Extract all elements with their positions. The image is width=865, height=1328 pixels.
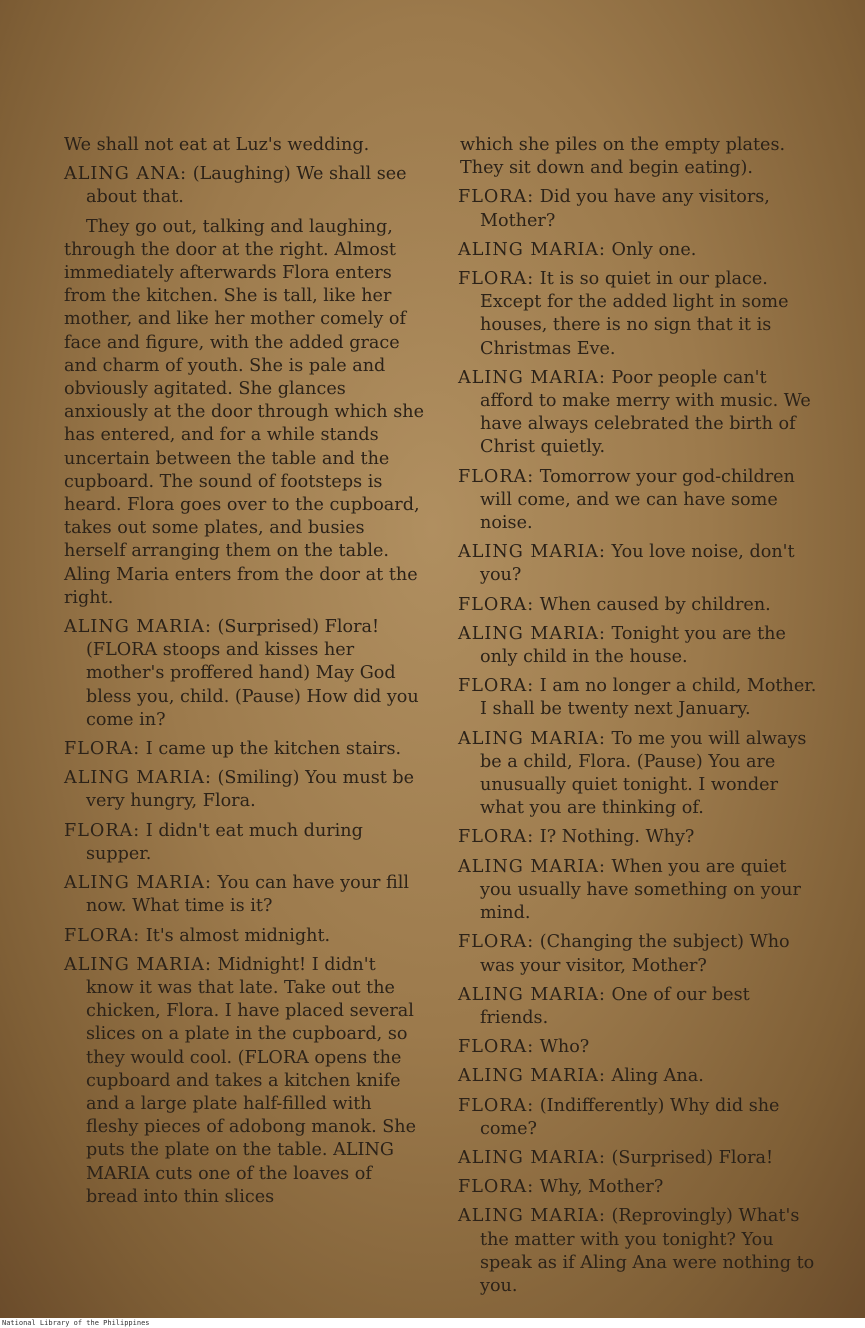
library-footer: National Library of the Philippines bbox=[0, 1318, 865, 1328]
paragraph bbox=[444, 239, 822, 262]
paragraph-text: Who was your visitor, Mother? bbox=[480, 932, 790, 976]
paragraph bbox=[48, 616, 428, 732]
speaker-label: ALING MARIA: bbox=[458, 856, 606, 877]
paragraph bbox=[48, 954, 428, 1209]
paragraph-text: I am no longer a child, Mother. I shall be twenty next January. bbox=[480, 676, 817, 720]
speaker-label: ALING MARIA: bbox=[458, 623, 606, 644]
paragraph-text: It's almost midnight. bbox=[145, 925, 331, 946]
paragraph bbox=[444, 466, 822, 536]
paragraph bbox=[48, 163, 428, 209]
speaker-label: FLORA: bbox=[458, 676, 535, 697]
stage-direction: (Surprised) bbox=[217, 617, 320, 638]
paragraph bbox=[444, 268, 822, 361]
speaker-label: FLORA: bbox=[458, 269, 535, 290]
speaker-label: ALING MARIA: bbox=[64, 873, 212, 894]
speaker-label: ALING MARIA: bbox=[458, 1206, 606, 1227]
speaker-label: ALING MARIA: bbox=[458, 239, 606, 260]
stage-direction: (Indifferently) bbox=[539, 1095, 665, 1116]
speaker-label: FLORA: bbox=[458, 594, 535, 615]
paragraph bbox=[444, 984, 822, 1030]
paragraph-text: When caused by children. bbox=[539, 594, 771, 615]
speaker-label: ALING MARIA: bbox=[64, 954, 212, 975]
speaker-label: ALING MARIA: bbox=[458, 984, 606, 1005]
stage-direction: (Surprised) bbox=[611, 1147, 714, 1168]
paragraph bbox=[48, 738, 428, 761]
speaker-label: FLORA: bbox=[458, 1177, 535, 1198]
speaker-label: FLORA: bbox=[458, 827, 535, 848]
paragraph bbox=[444, 826, 822, 849]
paragraph bbox=[48, 925, 428, 948]
paragraph bbox=[444, 856, 822, 926]
speaker-label: ALING ANA: bbox=[64, 164, 188, 185]
paragraph-text: Why, Mother? bbox=[539, 1177, 664, 1198]
paragraph-text: Why did she come? bbox=[480, 1095, 780, 1139]
speaker-label: FLORA: bbox=[458, 1095, 535, 1116]
stage-direction: (Changing the subject) bbox=[539, 932, 745, 953]
paragraph bbox=[444, 931, 822, 977]
paragraph bbox=[48, 872, 428, 918]
paragraph bbox=[48, 767, 428, 813]
speaker-label: FLORA: bbox=[458, 1037, 535, 1058]
paragraph-text: To me you will always be a child, Flora. (Pause) You are unusually quiet tonight. I wonder what you are thinking of. bbox=[480, 728, 807, 819]
paragraph bbox=[444, 1205, 822, 1298]
paragraph-text: Did you have any visitors, Mother? bbox=[480, 187, 770, 231]
paragraph-text: Poor people can't afford to make merry with music. We have always celebrated the birth of Christ quietly. bbox=[480, 367, 811, 458]
speaker-label: FLORA: bbox=[458, 932, 535, 953]
paragraph bbox=[444, 675, 822, 721]
speaker-label: FLORA: bbox=[458, 187, 535, 208]
paragraph-text: Aling Ana. bbox=[611, 1066, 704, 1087]
paragraph-text: I? Nothing. Why? bbox=[539, 827, 695, 848]
speaker-label: FLORA: bbox=[64, 925, 141, 946]
paragraph-text: Only one. bbox=[611, 239, 697, 260]
paragraph-text: You must be very hungry, Flora. bbox=[86, 768, 415, 812]
paragraph bbox=[48, 216, 428, 610]
paragraph-text: It is so quiet in our place. Except for the added light in some houses, there is no sign that it is Christmas Eve. bbox=[480, 269, 789, 359]
paragraph bbox=[444, 1176, 822, 1199]
paragraph bbox=[444, 134, 822, 180]
paragraph-text: You love noise, don't you? bbox=[480, 542, 795, 586]
speaker-label: ALING MARIA: bbox=[458, 728, 606, 749]
speaker-label: FLORA: bbox=[458, 466, 535, 487]
paragraph bbox=[48, 820, 428, 866]
paragraph bbox=[444, 1095, 822, 1141]
left-column bbox=[48, 134, 428, 1215]
stage-direction: (Laughing) bbox=[192, 164, 291, 185]
speaker-label: ALING MARIA: bbox=[458, 367, 606, 388]
paragraph-text: Midnight! I didn't know it was that late. Take out the chicken, Flora. I have placed several slices on a plate in the cupboard, so they would cool. (FLORA opens the cupboard and takes a kitchen knife and a large plate half-filled with fleshy pieces of adobong manok. She puts the plate on the table. ALING MARIA cuts one of the loaves of bread into thin slices bbox=[86, 954, 417, 1207]
paragraph bbox=[444, 594, 822, 617]
stage-direction: (Reprovingly) bbox=[611, 1206, 733, 1227]
paragraph bbox=[444, 728, 822, 821]
paragraph-text: Tomorrow your god-children will come, and we can have some noise. bbox=[480, 466, 795, 534]
paragraph-text: Flora! bbox=[718, 1147, 774, 1168]
paragraph-text: One of our best friends. bbox=[480, 984, 750, 1028]
paragraph-text: We shall not eat at Luz's wedding. bbox=[64, 135, 370, 155]
paragraph-text: What's the matter with you tonight? You speak as if Aling Ana were nothing to you. bbox=[480, 1206, 815, 1296]
paragraph-text: I came up the kitchen stairs. bbox=[145, 739, 402, 760]
speaker-label: FLORA: bbox=[64, 739, 141, 760]
paragraph-text: You can have your fill now. What time is it? bbox=[86, 873, 410, 917]
paragraph bbox=[444, 186, 822, 232]
paragraph-text: Flora! (FLORA stoops and kisses her mother's proffered hand) May God bless you, child. (Pause) How did you come in? bbox=[86, 617, 419, 730]
paragraph bbox=[444, 1036, 822, 1059]
paragraph-text: Who? bbox=[539, 1037, 590, 1058]
speaker-label: ALING MARIA: bbox=[64, 768, 212, 789]
paragraph-text: We shall see about that. bbox=[86, 164, 407, 208]
paragraph bbox=[444, 623, 822, 669]
paragraph bbox=[48, 134, 428, 157]
stage-direction: (Smiling) bbox=[217, 768, 300, 789]
speaker-label: ALING MARIA: bbox=[458, 1066, 606, 1087]
right-column bbox=[444, 134, 822, 1304]
speaker-label: ALING MARIA: bbox=[64, 617, 212, 638]
speaker-label: ALING MARIA: bbox=[458, 1147, 606, 1168]
paragraph bbox=[444, 1147, 822, 1170]
speaker-label: FLORA: bbox=[64, 820, 141, 841]
speaker-label: ALING MARIA: bbox=[458, 542, 606, 563]
paragraph bbox=[444, 541, 822, 587]
paragraph-text: When you are quiet you usually have something on your mind. bbox=[480, 856, 801, 924]
paragraph-text: which she piles on the empty plates. They sit down and begin eating). bbox=[460, 135, 786, 179]
paragraph bbox=[444, 1065, 822, 1088]
paragraph bbox=[444, 367, 822, 460]
paragraph-text: Tonight you are the only child in the house. bbox=[480, 623, 786, 668]
paragraph-text: I didn't eat much during supper. bbox=[86, 820, 363, 864]
paragraph-text: They go out, talking and laughing, through the door at the right. Almost immediately afterwards Flora enters from the kitchen. She is tall, like her mother, and like her mother comely of face and figure, with the added grace and charm of youth. She is pale and obviously agitated. She glances anxiously at the door through which she has entered, and for a while stands uncertain between the table and the cupboard. The sound of footsteps is heard. Flora goes over to the cupboard, takes out some plates, and busies herself arranging them on the table. Aling Maria enters from the door at the right. bbox=[64, 216, 424, 608]
